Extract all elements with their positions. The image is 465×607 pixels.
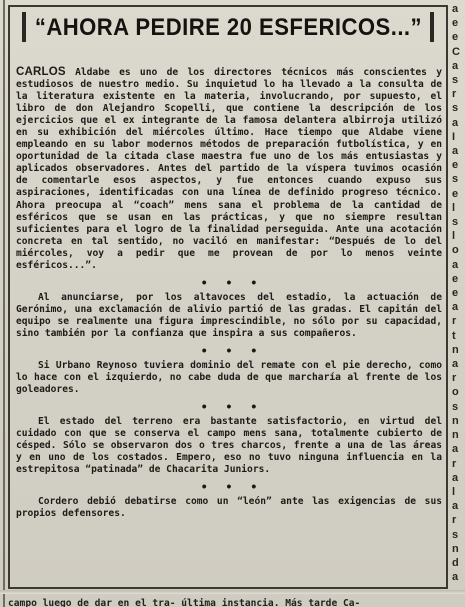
adjacent-column-letter: r: [452, 514, 456, 527]
adjacent-column-letter: s: [452, 216, 458, 229]
next-article-fragment: campo luego de dar en el tra- última instancia. Más tarde Ca-: [8, 598, 361, 607]
adjacent-column-letter: n: [452, 414, 459, 427]
adjacent-column-letter: e: [452, 159, 458, 172]
page-fold: [0, 590, 465, 594]
adjacent-column-letter: a: [452, 301, 458, 314]
adjacent-column-letter: I: [452, 130, 455, 143]
adjacent-column-letter: a: [452, 443, 458, 456]
adjacent-column-letter: n: [452, 429, 459, 442]
adjacent-column-letter: r: [452, 457, 456, 470]
adjacent-column-letter: a: [452, 116, 458, 129]
adjacent-column-letter: t: [452, 329, 456, 342]
section-separator: • • •: [201, 478, 265, 495]
adjacent-column-letter: e: [452, 287, 458, 300]
adjacent-column-letter: s: [452, 400, 458, 413]
adjacent-column-letter: s: [452, 173, 458, 186]
adjacent-column-letter: l: [452, 230, 455, 243]
column-rule: [3, 0, 5, 607]
adjacent-column-letter: a: [452, 59, 458, 72]
adjacent-column-letter: s: [452, 528, 458, 541]
article-headline-area: [14, 8, 442, 48]
section-separator: • • •: [201, 273, 265, 290]
article-headline: “AHORA PEDIRE 20 ESFERICOS...”: [34, 14, 422, 41]
adjacent-column-letter: r: [452, 315, 456, 328]
adjacent-column-letter: s: [452, 102, 458, 115]
adjacent-column-letter: s: [452, 74, 458, 87]
adjacent-column-letter: n: [452, 343, 459, 356]
adjacent-column-letter: a: [452, 471, 458, 484]
article-paragraph: Si Urbano Reynoso tuviera dominio del remate con el pie derecho, como lo hace con el izquierdo, no cabe duda de que marcharía al frente de los goleadores.: [16, 359, 442, 396]
adjacent-column-letter: a: [452, 358, 458, 371]
dropcap-word: CARLOS: [16, 66, 66, 78]
article-paragraph: El estado del terreno era bastante satisfactorio, en virtud del cuidado con que se conserva el campo mens sana, totalmente cubierto de césped. Sólo se observaron dos o tres charcos, frente a una de las áreas y en uno de los costados. Empero, eso no tuvo ninguna influencia en la estrepitosa “patinada” de Chacarita Juniors.: [16, 416, 442, 476]
adjacent-column-letter: e: [452, 272, 458, 285]
adjacent-column-letter: d: [452, 556, 459, 569]
adjacent-column-letter: a: [452, 500, 458, 513]
article-paragraph: Al anunciarse, por los altavoces del estadio, la actuación de Gerónimo, una exclamación de alivio partió de las gradas. El capitán del equipo se realmente una figura imprescindible, no sólo por su capacidad, sino también por la confianza que inspira a sus compañeros.: [16, 291, 442, 339]
adjacent-column-letter: o: [452, 386, 459, 399]
article-paragraph: Cordero debió debatirse como un “león” ante las exigencias de sus propios defensores.: [16, 496, 442, 520]
adjacent-column-letter: a: [452, 145, 458, 158]
paragraph-text: Aldabe es uno de los directores técnicos más conscientes y estudiosos de nuestro medio. Su inquietud lo ha llevado a la consulta de la literatura existente en la materia, involucrando, por supuesto, el libro de don Alejandro Scopelli, que contiene la descripción de los ejercicios que el ex integrante de la famosa delantera albirroja utilizó en su exhibición del miércoles último. Hace tiempo que Aldabe viene empleando en su labor modernos métodos de preparación futbolística, y en oportunidad de la citada clase maestra fue uno de los más entusiastas y aplicados observadores. Antes del partido de la víspera tuvimos ocasión de comentarle esos aspectos, y fue entonces cuando expuso sus aspiraciones, identificadas con una línea de definido progreso técnico. Ahora preocupa al “coach” mens sana el problema de la cantidad de esféricos que se usan en las prácticas, y que no siempre resultan suficientes para el logro de la finalidad perseguida. Ante una acotación concreta en tal sentido, no vaciló en manifestar: “Después de lo del miércoles, voy a pedir que me provean de por lo menos veinte esféricos...”.: [16, 67, 442, 271]
adjacent-column-letter: o: [452, 244, 459, 257]
adjacent-column-letter: a: [452, 258, 458, 271]
adjacent-column-letter: l: [452, 485, 455, 498]
section-separator: • • •: [201, 398, 265, 415]
adjacent-column-letter: n: [452, 542, 459, 555]
adjacent-column-fragment: [452, 2, 465, 592]
adjacent-column-letter: r: [452, 372, 456, 385]
article-body: [16, 66, 442, 520]
adjacent-column-letter: l: [452, 201, 455, 214]
article-paragraph: [16, 66, 442, 272]
adjacent-column-letter: e: [452, 31, 458, 44]
adjacent-column-letter: a: [452, 3, 458, 15]
adjacent-column-letter: r: [452, 88, 456, 101]
section-separator: • • •: [201, 341, 265, 358]
adjacent-column-letter: e: [452, 17, 458, 30]
adjacent-column-letter: e: [452, 187, 458, 200]
adjacent-column-letter: a: [452, 571, 458, 584]
adjacent-column-letter: C: [452, 45, 460, 58]
